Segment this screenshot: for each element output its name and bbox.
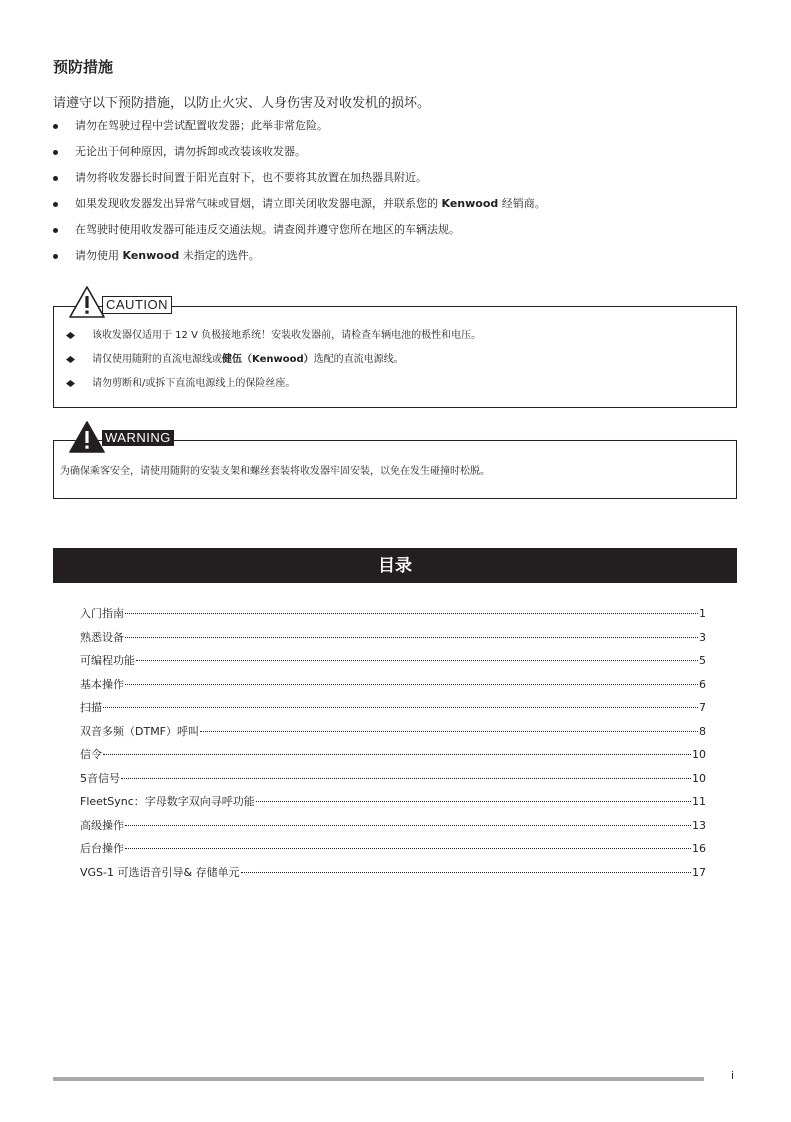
section-title: 预防措施 [53,58,114,76]
item-text: 选配的直流电源线。 [313,354,404,365]
item-text: 在驾驶时使用收发器可能违反交通法规。请查阅并遵守您所在地区的车辆法规。 [75,223,460,236]
page-number: i [731,1069,735,1082]
toc-entry-page: 11 [692,795,706,808]
diamond-bullet-icon [66,380,75,387]
brand-name: Kenwood [441,197,499,210]
list-item [53,247,743,273]
toc-list [80,605,706,887]
list-item [53,117,743,143]
toc-entry-label: 后台操作 [80,842,124,855]
caution-triangle-icon [69,286,105,318]
list-item [66,352,481,376]
toc-entry-page: 10 [692,771,706,785]
toc-leader [200,731,698,732]
toc-entry[interactable] [80,817,706,841]
bullet-icon [53,176,58,181]
bullet-icon [53,202,58,207]
toc-entry-label: 信令 [80,748,102,761]
caution-list [66,328,481,400]
toc-entry[interactable] [80,770,706,794]
item-text: 该收发器仅适用于 12 V 负极接地系统！安装收发器前，请检查车辆电池的极性和电压。 [92,330,482,341]
toc-entry-page: 10 [692,748,706,761]
bullet-icon [53,228,58,233]
toc-entry[interactable] [80,723,706,747]
toc-entry-page: 7 [699,701,706,714]
toc-leader [103,707,698,708]
toc-entry[interactable] [80,864,706,888]
toc-leader [125,684,698,685]
warning-label: WARNING [102,430,174,446]
caution-label: CAUTION [102,296,172,314]
toc-entry[interactable] [80,676,706,700]
toc-entry-page: 6 [699,677,706,691]
toc-leader [125,825,691,826]
warning-text: 为确保乘客安全，请使用随附的安装支架和螺丝套装将收发器牢固安装，以免在发生碰撞时松脱。 [60,466,490,477]
item-text: 经销商。 [498,197,546,210]
toc-entry-label: 5音信号 [80,771,120,785]
toc-entry-label: 双音多频（DTMF）呼叫 [80,724,200,738]
item-text: 请勿在驾驶过程中尝试配置收发器；此举非常危险。 [75,119,328,132]
toc-entry-page: 3 [699,630,706,644]
toc-entry-label: 可编程功能 [80,654,135,667]
toc-entry-page: 17 [692,865,706,879]
list-item [53,169,743,195]
toc-entry-label: VGS-1 可选语音引导& 存储单元 [80,865,240,879]
toc-leader [136,660,698,661]
toc-title: 目录 [53,548,737,583]
toc-leader [125,637,698,638]
toc-leader [103,754,691,755]
item-text: 请勿使用 [75,249,123,262]
toc-leader [256,801,691,802]
item-text: 请勿将收发器长时间置于阳光直射下，也不要将其放置在加热器具附近。 [75,171,427,184]
list-item [66,328,481,352]
warning-box [53,440,737,499]
list-item [53,221,743,247]
toc-entry-page: 5 [699,654,706,667]
toc-entry[interactable] [80,793,706,817]
list-item [53,195,743,221]
toc-entry-page: 1 [699,607,706,620]
toc-leader [125,848,691,849]
toc-entry-label: FleetSync：字母数字双向寻呼功能 [80,795,255,808]
footer-rule [53,1077,704,1081]
intro-text: 请遵守以下预防措施，以防止火灾、人身伤害及对收发机的损坏。 [53,96,431,111]
toc-entry[interactable] [80,652,706,676]
toc-entry-page: 13 [692,818,706,832]
bullet-icon [53,124,58,129]
item-text: 请勿剪断和/或拆下直流电源线上的保险丝座。 [92,378,296,389]
toc-leader [121,778,691,779]
toc-entry[interactable] [80,629,706,653]
item-text: 请仅使用随附的直流电源线或 [92,354,222,365]
toc-entry-label: 入门指南 [80,607,124,620]
diamond-bullet-icon [66,356,75,363]
toc-entry[interactable] [80,840,706,864]
toc-entry-label: 扫描 [80,701,102,714]
toc-entry-label: 高级操作 [80,818,124,832]
toc-entry-label: 基本操作 [80,677,124,691]
toc-leader [125,613,698,614]
toc-leader [241,872,691,873]
list-item [53,143,743,169]
precaution-list [53,117,743,273]
bullet-icon [53,150,58,155]
caution-box [53,306,737,408]
toc-entry-page: 8 [699,724,706,738]
item-text: 未指定的选件。 [179,249,260,262]
item-text: 无论出于何种原因，请勿拆卸或改装该收发器。 [75,145,306,158]
toc-entry[interactable] [80,746,706,770]
warning-triangle-icon [69,421,105,453]
diamond-bullet-icon [66,332,75,339]
toc-entry[interactable] [80,605,706,629]
brand-name: Kenwood [122,249,180,262]
item-text: 如果发现收发器发出异常气味或冒烟，请立即关闭收发器电源，并联系您的 [75,197,442,210]
bullet-icon [53,254,58,259]
toc-entry-label: 熟悉设备 [80,630,124,644]
toc-entry-page: 16 [692,842,706,855]
brand-name: 健伍（Kenwood） [222,354,314,365]
toc-entry[interactable] [80,699,706,723]
list-item [66,376,481,400]
